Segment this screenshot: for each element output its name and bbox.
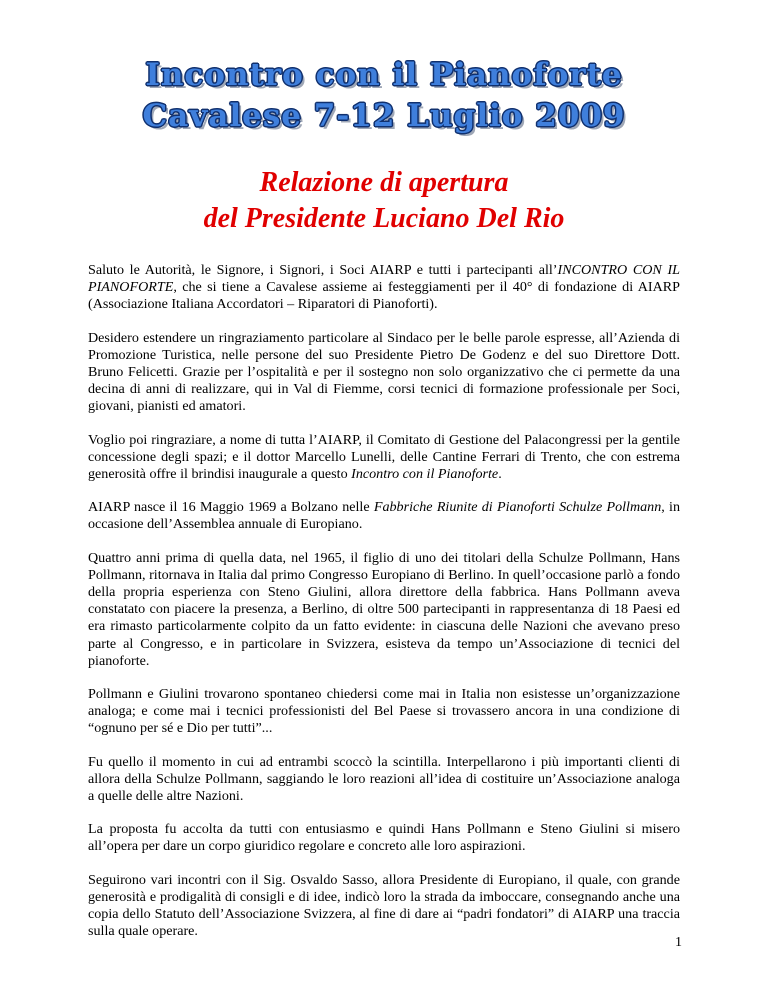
paragraph-9: Seguirono vari incontri con il Sig. Osvaldo Sasso, allora Presidente di Europiano, il quale, con grande generosità e prodigalità di consigli e di idee, indicò loro la strada da imboccare, consegnando anche una copia dello Statuto dell’Associazione Svizzera, al fine di dare ai “padri fondatori” di AIARP una traccia sulla quale operare. bbox=[88, 871, 680, 940]
event-dates: Cavalese 7-12 Luglio 2009 bbox=[142, 98, 626, 134]
paragraph-7: Fu quello il momento in cui ad entrambi scoccò la scintilla. Interpellarono i più importanti clienti di allora della Schulze Pollmann, saggiando le loro reazioni all’idea di costituire un’Associazione analoga a quelle delle altre Nazioni. bbox=[88, 753, 680, 805]
report-title: Relazione di apertura bbox=[259, 167, 509, 198]
document-body bbox=[88, 262, 680, 957]
event-title: Incontro con il Pianoforte bbox=[145, 57, 623, 93]
paragraph-1: Saluto le Autorità, le Signore, i Signori, i Soci AIARP e tutti i partecipanti all’INCONTRO CON IL PIANOFORTE, che si tiene a Cavalese assieme ai festeggiamenti per il 40° di fondazione di AIARP (Associazione Italiana Accordatori – Riparatori di Pianoforti). bbox=[88, 262, 680, 313]
paragraph-8: La proposta fu accolta da tutti con entusiasmo e quindi Hans Pollmann e Steno Giulini si misero all’opera per dare un corpo giuridico regolare e concreto alle loro aspirazioni. bbox=[88, 821, 680, 855]
paragraph-6: Pollmann e Giulini trovarono spontaneo chiedersi come mai in Italia non esistesse un’organizzazione analoga; e come mai i tecnici professionisti del Bel Paese si trovassero ancora in una condizione di “ognuno per sé e Dio per tutti”... bbox=[88, 686, 680, 737]
page-number: 1 bbox=[675, 935, 682, 950]
paragraph-4: AIARP nasce il 16 Maggio 1969 a Bolzano nelle Fabbriche Riunite di Pianoforti Schulze Pollmann, in occasione dell’Assemblea annuale di Europiano. bbox=[88, 499, 681, 533]
paragraph-2: Desidero estendere un ringraziamento particolare al Sindaco per le belle parole espresse, all’Azienda di Promozione Turistica, nelle persone del suo Presidente Pietro De Godenz e del suo Direttore Dott. Bruno Felicetti. Grazie per l’ospitalità e per il sostegno non solo organizzativo che ci permette da una decina di anni di realizzare, qui in Val di Fiemme, corsi tecnici di formazione professionale per Soci, giovani, pianisti ed amatori. bbox=[88, 329, 680, 415]
report-author: del Presidente Luciano Del Rio bbox=[203, 203, 565, 234]
paragraph-3: Voglio poi ringraziare, a nome di tutta l’AIARP, il Comitato di Gestione del Palacongressi per la gentile concessione degli spazi; e il dottor Marcello Lunelli, delle Cantine Ferrari di Trento, che con estrema generosità offre il brindisi inaugurale a questo Incontro con il Pianoforte. bbox=[88, 431, 680, 483]
paragraph-5: Quattro anni prima di quella data, nel 1965, il figlio di uno dei titolari della Schulze Pollmann, Hans Pollmann, ritornava in Italia dal primo Congresso Europiano di Berlino. In quell’occasione parlò a fondo della propria esperienza con Steno Giulini, allora direttore della fabbrica. Hans Pollmann aveva constatato con piacere la presenza, a Berlino, di oltre 500 partecipanti in rappresentanza di 18 Paesi ed era rimasto particolarmente colpito da un fatto evidente: in ciascuna delle Nazioni che avevano preso parte al Congresso, e in particolare in Svizzera, esisteva da tempo un’Associazione di tecnici del pianoforte. bbox=[88, 549, 680, 669]
